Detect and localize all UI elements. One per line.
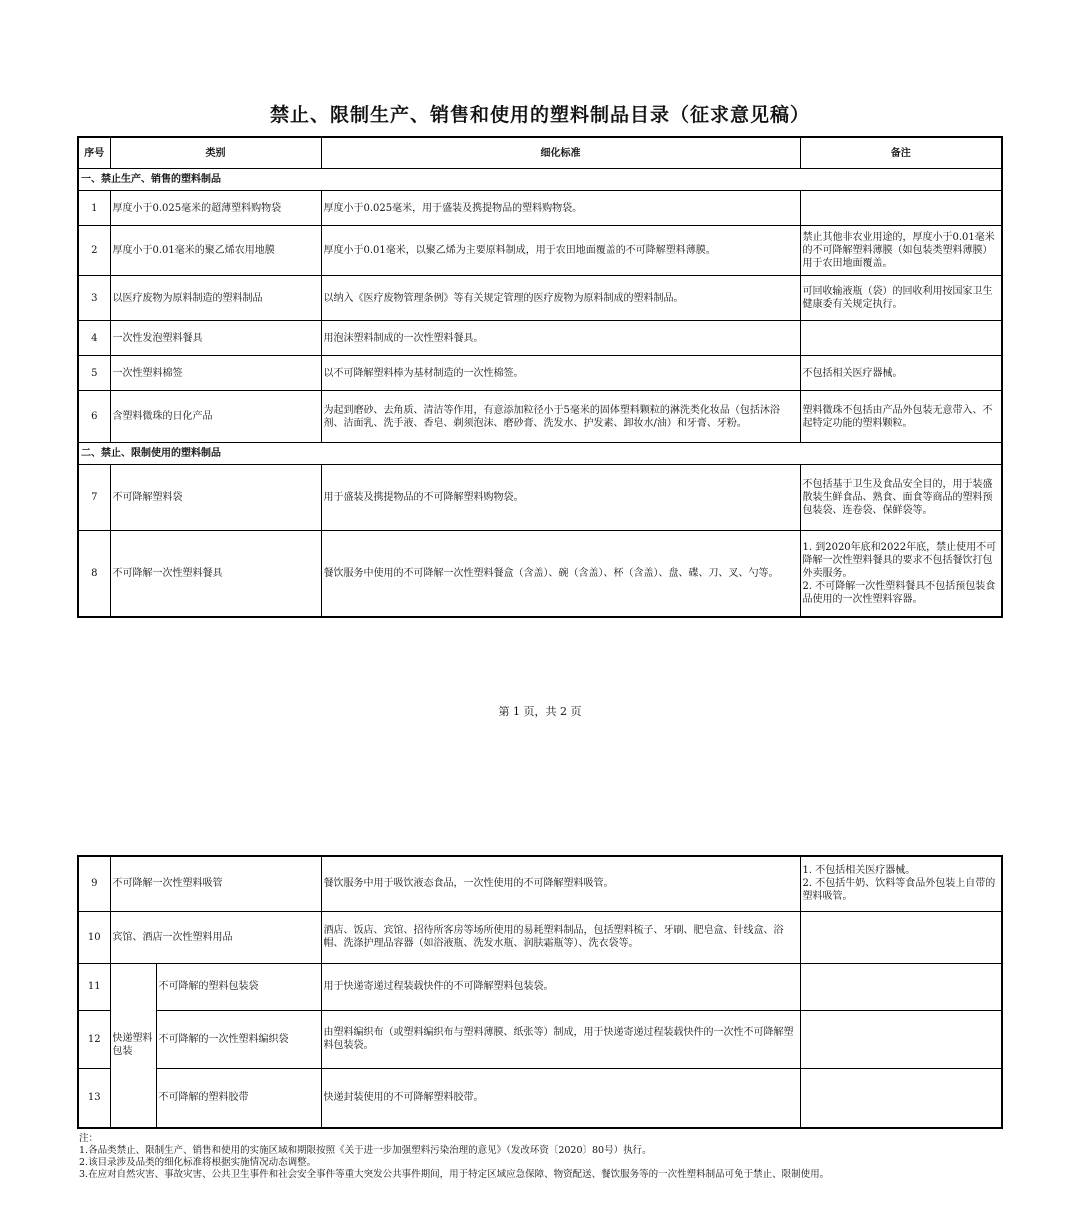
notes-label: 注： [79,1133,99,1144]
row-category: 不可降解的塑料包装袋 [156,963,321,1010]
document-title: 禁止、限制生产、销售和使用的塑料制品目录（征求意见稿） [269,104,810,126]
table-header-row [78,137,1002,169]
row-remark [800,856,1002,911]
row-category: 含塑料微珠的日化产品 [110,391,321,443]
header-remark: 备注 [800,137,1002,169]
table-row [78,911,1002,963]
row-index: 2 [78,226,110,276]
remark-line: 2. 不包括牛奶、饮料等食品外包装上自带的塑料吸管。 [802,878,996,903]
section-title-1: 一、禁止生产、销售的塑料制品 [78,169,1002,191]
header-index: 序号 [78,137,110,169]
row-category: 一次性发泡塑料餐具 [110,321,321,356]
row-category: 不可降解塑料袋 [110,465,321,531]
table-row [78,465,1002,531]
row-standard: 为起到磨砂、去角质、清洁等作用，有意添加粒径小于5毫米的固体塑料颗粒的淋洗类化妆品（包括沐浴剂、洁面乳、洗手液、香皂、剃须泡沫、磨砂膏、洗发水、护发素、卸妆水/油）和牙膏、牙粉。 [321,391,800,443]
table-row [78,191,1002,226]
table-row [78,856,1002,911]
row-remark: 不包括相关医疗器械。 [800,356,1002,391]
row-remark [800,531,1002,617]
catalog-table-page1 [77,136,1003,618]
row-remark [800,911,1002,963]
row-remark [800,963,1002,1010]
row-standard: 厚度小于0.01毫米，以聚乙烯为主要原料制成，用于农田地面覆盖的不可降解塑料薄膜。 [321,226,800,276]
header-category: 类别 [110,137,321,169]
row-index: 3 [78,276,110,321]
row-index: 10 [78,911,110,963]
row-remark [800,191,1002,226]
table-row [78,963,1002,1010]
section-row [78,169,1002,191]
table-row [78,1068,1002,1128]
row-index: 6 [78,391,110,443]
row-index: 5 [78,356,110,391]
row-standard: 由塑料编织布（或塑料编织布与塑料薄膜、纸张等）制成，用于快递寄递过程装载快件的一次性不可降解塑料包装袋。 [321,1010,800,1068]
row-category: 厚度小于0.01毫米的聚乙烯农用地膜 [110,226,321,276]
row-category: 厚度小于0.025毫米的超薄塑料购物袋 [110,191,321,226]
table-row [78,1010,1002,1068]
section-row [78,443,1002,465]
row-remark: 不包括基于卫生及食品安全目的，用于装盛散装生鲜食品、熟食、面食等商品的塑料预包装袋、连卷袋、保鲜袋等。 [800,465,1002,531]
note-item: 3.在应对自然灾害、事故灾害、公共卫生事件和社会安全事件等重大突发公共事件期间，用于特定区域应急保障、物资配送、餐饮服务等的一次性塑料制品可免于禁止、限制使用。 [79,1169,830,1180]
row-standard: 用于盛装及携提物品的不可降解塑料购物袋。 [321,465,800,531]
row-standard: 以不可降解塑料棒为基材制造的一次性棉签。 [321,356,800,391]
row-category: 不可降解的一次性塑料编织袋 [156,1010,321,1068]
row-index: 7 [78,465,110,531]
note-item: 1.各品类禁止、限制生产、销售和使用的实施区域和期限按照《关于进一步加强塑料污染治理的意见》（发改环资〔2020〕80号）执行。 [79,1145,652,1156]
row-standard: 厚度小于0.025毫米，用于盛装及携提物品的塑料购物袋。 [321,191,800,226]
row-category: 宾馆、酒店一次性塑料用品 [110,911,321,963]
row-index: 4 [78,321,110,356]
row-standard: 以纳入《医疗废物管理条例》等有关规定管理的医疗废物为原料制成的塑料制品。 [321,276,800,321]
row-index: 11 [78,963,110,1010]
catalog-table-page2 [77,855,1003,1129]
row-category: 不可降解一次性塑料吸管 [110,856,321,911]
remark-line: 1. 到2020年底和2022年底，禁止使用不可降解一次性塑料餐具的要求不包括餐饮打包外卖服务。 [802,541,997,579]
row-standard: 餐饮服务中使用的不可降解一次性塑料餐盒（含盖）、碗（含盖）、杯（含盖）、盘、碟、刀、叉、勺等。 [321,531,800,617]
express-group-label: 快递塑料包装 [110,963,156,1128]
row-remark: 禁止其他非农业用途的，厚度小于0.01毫米的不可降解塑料薄膜（如包装类塑料薄膜）用于农田地面覆盖。 [800,226,1002,276]
row-remark: 塑料微珠不包括由产品外包装无意带入、不起特定功能的塑料颗粒。 [800,391,1002,443]
row-standard: 餐饮服务中用于吸饮液态食品，一次性使用的不可降解塑料吸管。 [321,856,800,911]
row-standard: 快递封装使用的不可降解塑料胶带。 [321,1068,800,1128]
table-row [78,226,1002,276]
row-index: 8 [78,531,110,617]
section-title-2: 二、禁止、限制使用的塑料制品 [78,443,1002,465]
row-remark [800,321,1002,356]
row-standard: 用泡沫塑料制成的一次性塑料餐具。 [321,321,800,356]
table-row [78,276,1002,321]
table-row [78,531,1002,617]
row-remark: 可回收输液瓶（袋）的回收利用按国家卫生健康委有关规定执行。 [800,276,1002,321]
table-row [78,321,1002,356]
row-remark [800,1068,1002,1128]
row-standard: 用于快递寄递过程装载快件的不可降解塑料包装袋。 [321,963,800,1010]
row-index: 9 [78,856,110,911]
table-row [78,356,1002,391]
row-category: 一次性塑料棉签 [110,356,321,391]
note-item: 2.该目录涉及品类的细化标准将根据实施情况动态调整。 [79,1157,317,1168]
row-category: 不可降解的塑料胶带 [156,1068,321,1128]
row-index: 12 [78,1010,110,1068]
header-standard: 细化标准 [321,137,800,169]
row-category: 以医疗废物为原料制造的塑料制品 [110,276,321,321]
remark-line: 2. 不可降解一次性塑料餐具不包括预包装食品使用的一次性塑料容器。 [802,580,996,605]
page-number: 第 1 页，共 2 页 [498,705,582,718]
row-standard: 酒店、饭店、宾馆、招待所客房等场所使用的易耗塑料制品，包括塑料梳子、牙刷、肥皂盒、针线盒、浴帽、洗涤护理品容器（如浴液瓶、洗发水瓶、润肤霜瓶等）、洗衣袋等。 [321,911,800,963]
row-index: 1 [78,191,110,226]
row-category: 不可降解一次性塑料餐具 [110,531,321,617]
table-row [78,391,1002,443]
row-index: 13 [78,1068,110,1128]
remark-line: 1. 不包括相关医疗器械。 [802,865,916,877]
row-remark [800,1010,1002,1068]
footnotes [79,1133,1069,1181]
